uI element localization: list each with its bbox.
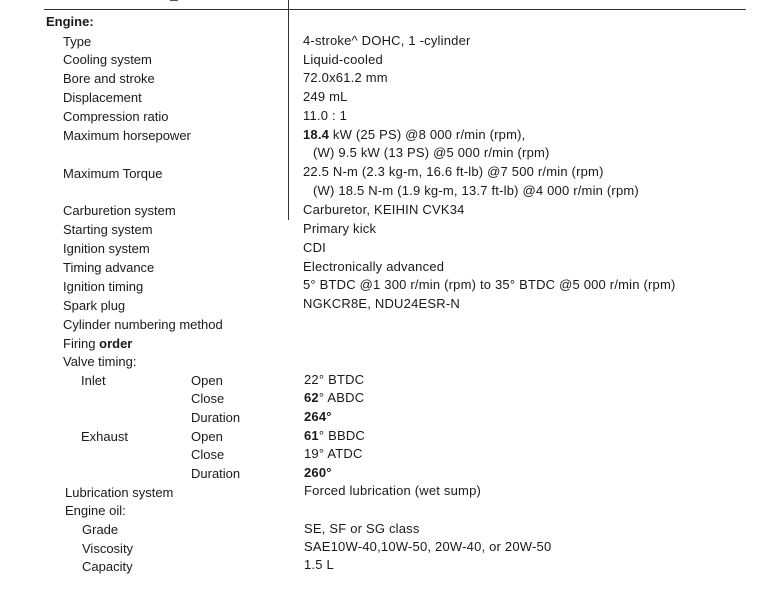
spec-label-engine-oil: Engine oil: <box>65 503 126 518</box>
inlet-duration-label: Duration <box>191 410 241 425</box>
spec-label-starting: Starting system <box>63 222 153 237</box>
inlet-open-label: Open <box>191 373 223 388</box>
spec-value-timing-advance: Electronically advanced <box>303 259 445 274</box>
spec-label-carburetion: Carburetion system <box>63 203 176 218</box>
spec-value-starting: Primary kick <box>303 221 377 236</box>
cropped-text-fragment <box>170 0 178 3</box>
inlet-open-value: 22° BTDC <box>304 372 365 387</box>
inlet-close-label: Close <box>191 391 225 406</box>
spec-value-horsepower-line2: (W) 9.5 kW (13 PS) @5 000 r/min (rpm) <box>313 145 550 160</box>
spec-value-cooling: Liquid-cooled <box>303 52 383 67</box>
spec-value-type: 4-stroke^ DOHC, 1 -cylinder <box>303 33 471 48</box>
spec-value-compression: 11.0 : 1 <box>303 108 348 123</box>
top-rule <box>44 9 746 10</box>
exhaust-close-value: 19° ATDC <box>304 446 363 461</box>
inlet-close-value <box>304 390 364 406</box>
valve-exhaust-label: Exhaust <box>81 429 128 444</box>
oil-viscosity-value: SAE10W-40,10W-50, 20W-40, or 20W-50 <box>304 539 552 554</box>
section-title: Engine: <box>46 14 94 29</box>
spec-value-torque: 22.5 N-m (2.3 kg-m, 16.6 ft-lb) @7 500 r/min (rpm) <box>303 164 604 179</box>
spec-label-displacement: Displacement <box>63 90 142 105</box>
spec-label-valve-timing: Valve timing: <box>63 354 137 369</box>
spec-label-spark-plug: Spark plug <box>63 298 126 313</box>
spec-value-ignition-timing: 5° BTDC @1 300 r/min (rpm) to 35° BTDC @5 000 r/min (rpm) <box>303 277 676 292</box>
horsepower-bold-value: 18.4 <box>303 127 330 142</box>
spec-label-cylinder-numbering: Cylinder numbering method <box>63 317 223 332</box>
spec-value-bore: 72.0x61.2 mm <box>303 70 388 85</box>
spec-label-cooling: Cooling system <box>63 52 152 67</box>
oil-capacity-value: 1.5 L <box>304 557 334 572</box>
spec-label-horsepower: Maximum horsepower <box>63 128 191 143</box>
exhaust-open-rest: ° BBDC <box>318 428 366 443</box>
oil-viscosity-label: Viscosity <box>82 541 134 556</box>
spec-label-ignition-timing: Ignition timing <box>63 279 144 294</box>
spec-value-torque-line2: (W) 18.5 N-m (1.9 kg-m, 13.7 ft-lb) @4 000 r/min (rpm) <box>313 183 639 198</box>
spec-label-type: Type <box>63 34 92 49</box>
exhaust-open-bold: 61 <box>304 428 319 443</box>
spec-label-ignition-system: Ignition system <box>63 241 150 256</box>
exhaust-duration-value: 260° <box>304 465 332 480</box>
spec-value-carburetion: Carburetor, KEIHIN CVK34 <box>303 202 465 217</box>
spec-value-displacement: 249 mL <box>303 89 348 104</box>
oil-grade-value: SE, SF or SG class <box>304 521 420 536</box>
spec-label-lubrication: Lubrication system <box>65 485 174 500</box>
valve-inlet-label: Inlet <box>81 373 106 388</box>
exhaust-open-value <box>304 428 365 444</box>
inlet-close-bold: 62 <box>304 390 319 405</box>
spec-value-lubrication: Forced lubrication (wet sump) <box>304 483 482 498</box>
spec-value-horsepower <box>303 127 526 143</box>
spec-value-spark-plug: NGKCR8E, NDU24ESR-N <box>303 296 460 311</box>
spec-value-ignition-system: CDI <box>303 240 326 255</box>
inlet-close-rest: ° ABDC <box>318 390 365 405</box>
oil-grade-label: Grade <box>82 522 119 537</box>
inlet-duration-value: 264° <box>304 409 332 424</box>
horsepower-value-rest: kW (25 PS) @8 000 r/min (rpm), <box>329 127 526 142</box>
spec-label-timing-advance: Timing advance <box>63 260 155 275</box>
spec-label-bore: Bore and stroke <box>63 71 155 86</box>
spec-label-compression: Compression ratio <box>63 109 169 124</box>
column-divider <box>288 0 289 220</box>
firing-order-label-bold: order <box>99 336 133 351</box>
spec-label-firing-order <box>63 336 132 352</box>
exhaust-open-label: Open <box>191 429 223 444</box>
exhaust-duration-label: Duration <box>191 466 241 481</box>
spec-label-torque: Maximum Torque <box>63 166 163 181</box>
oil-capacity-label: Capacity <box>82 559 133 574</box>
exhaust-close-label: Close <box>191 447 225 462</box>
firing-order-label-plain: Firing <box>63 336 100 351</box>
